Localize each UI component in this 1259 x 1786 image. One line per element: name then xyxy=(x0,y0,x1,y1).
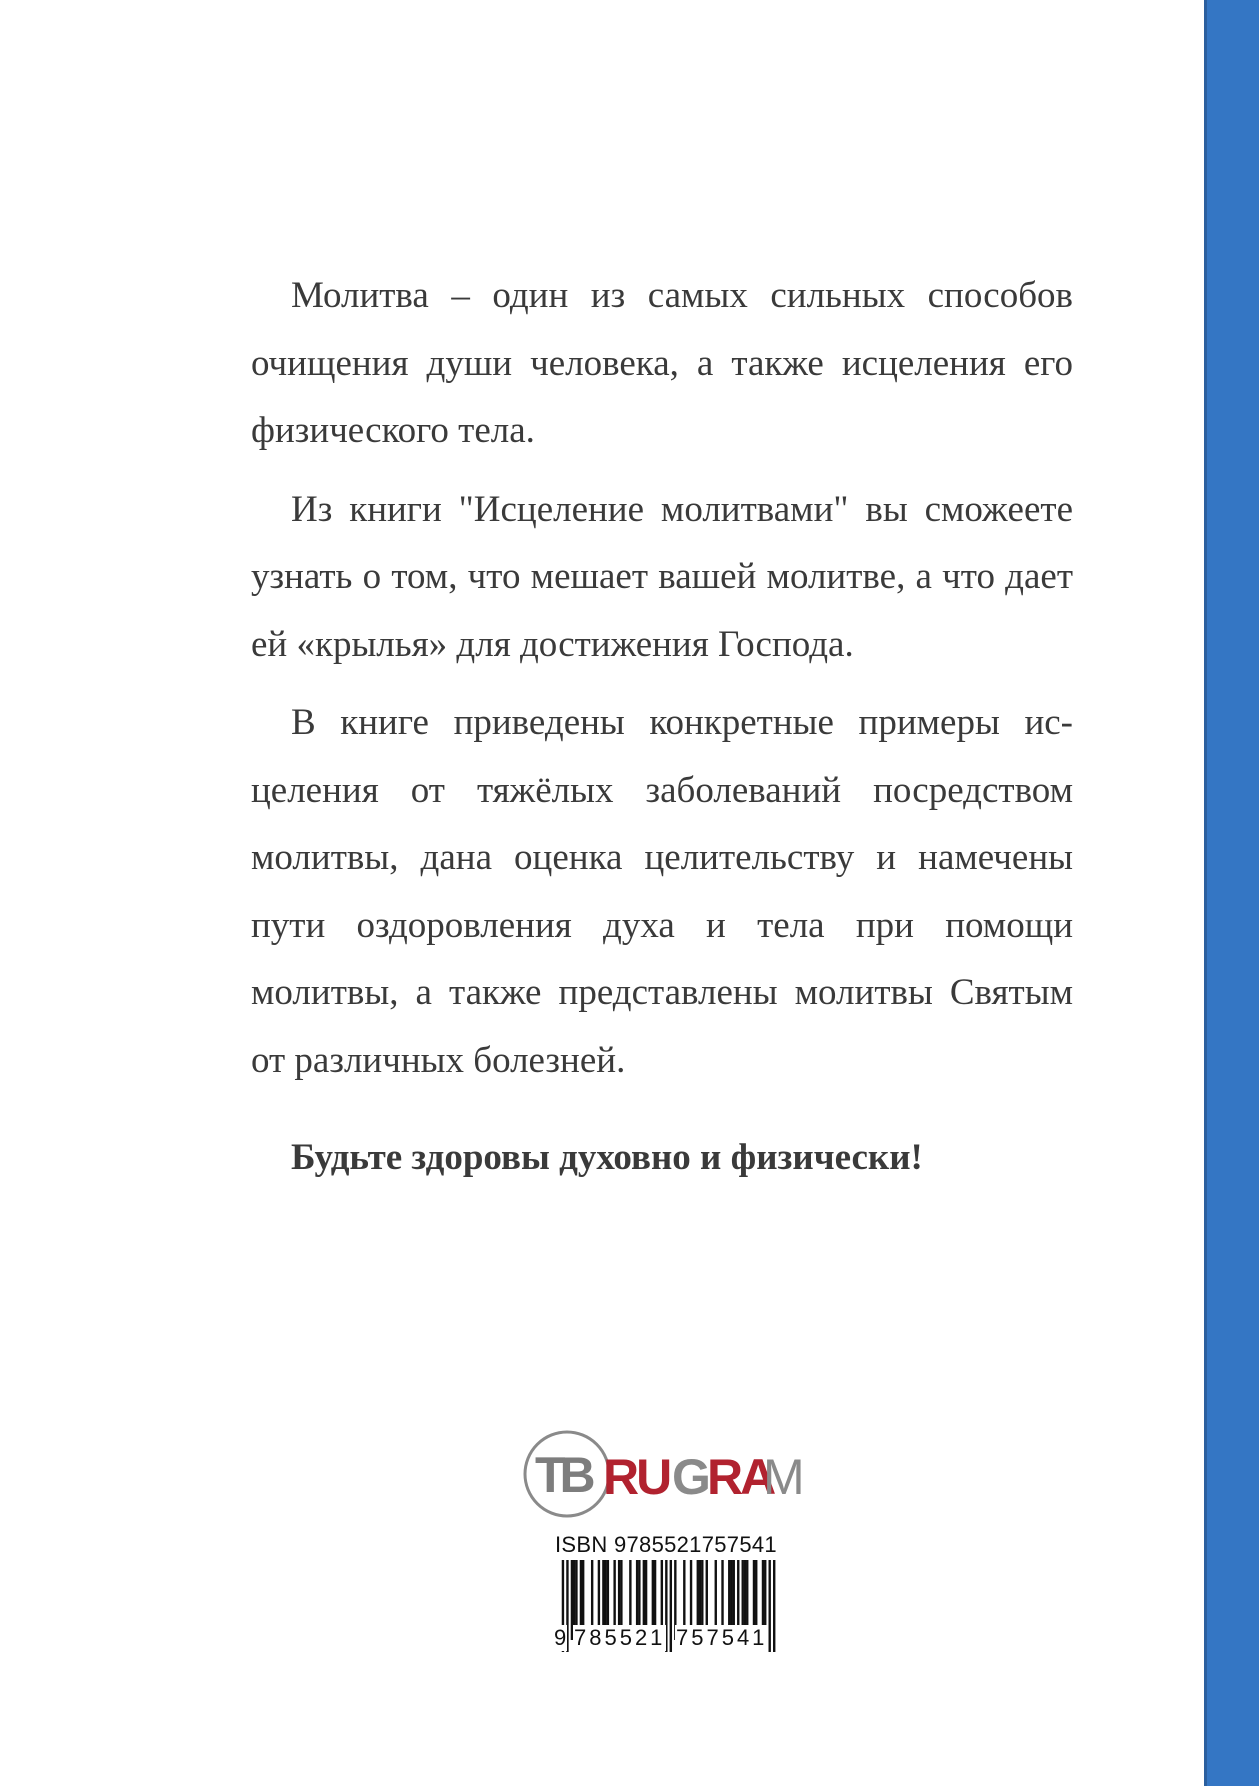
motto: Будьте здоровы духовно и физически! xyxy=(291,1137,923,1178)
blurb-paragraph-3: В книге приведены конкретные примеры исцеления от тяжёлых заболеваний посредством молитвы, дана оценка целительству и намечены пути оздоровления духа и тела при помощи молитвы, а также представлены молитвы Святым от различных болезней. xyxy=(251,702,1073,1081)
isbn-label: ISBN 9785521757541 xyxy=(555,1532,777,1557)
logo-ra: RA xyxy=(707,1449,774,1505)
logo-ru: RU xyxy=(603,1449,670,1505)
blurb-paragraph-2: Из книги "Исцеление молитвами" вы сможeете узнать о том, что мешает вашей молитве, а что дает ей «крылья» для достижения Господа. xyxy=(251,488,1073,665)
publisher-logo xyxy=(521,1428,806,1520)
logo-m: M xyxy=(763,1449,805,1505)
blurb-text xyxy=(251,262,1073,1105)
isbn-group-2: 757541 xyxy=(676,1625,768,1650)
blurb-paragraph-1: Молитва – один из самых сильных способов очищения души человека, а также исцеления его физического тела. xyxy=(251,275,1073,451)
isbn-lead-digit: 9 xyxy=(554,1625,567,1650)
spine-stripe xyxy=(1204,0,1259,1786)
logo-tv-mark: ТВ xyxy=(535,1447,590,1503)
isbn-group-1: 785521 xyxy=(574,1625,666,1650)
isbn-digits xyxy=(555,1625,782,1653)
logo-g: G xyxy=(672,1449,711,1505)
